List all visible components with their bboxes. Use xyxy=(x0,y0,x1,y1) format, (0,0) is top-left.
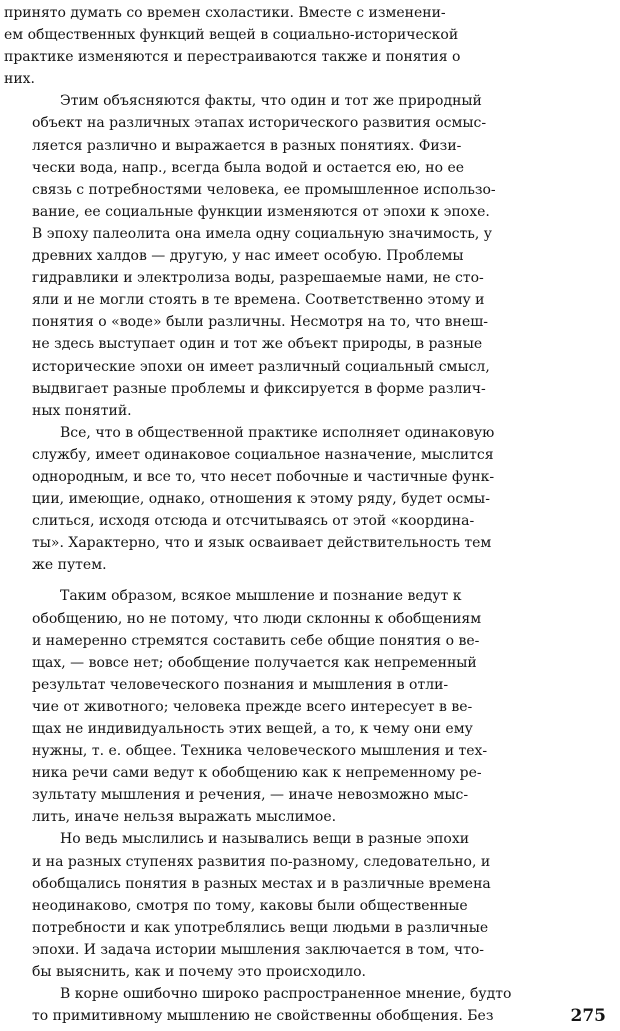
text-line: яли и не могли стоять в те времена. Соответственно этому и xyxy=(32,292,485,309)
text-line: службу, имеет одинаковое социальное назначение, мыслится xyxy=(32,446,494,463)
paragraph xyxy=(4,585,610,828)
text-line: однородным, и все то, что несет побочные и частичные функ- xyxy=(32,468,495,485)
text-line: древних халдов — другую, у нас имеет особую. Проблемы xyxy=(32,248,464,265)
paragraph xyxy=(4,983,610,1027)
text-line: щах, — вовсе нет; обобщение получается как непременный xyxy=(32,654,477,671)
paragraph-gap xyxy=(4,576,610,585)
text-line: принято думать со времен схоластики. Вместе с изменени- xyxy=(4,5,446,21)
text-line: В эпоху палеолита она имела одну социальную значимость, у xyxy=(32,225,493,242)
text-line: ляется различно и выражается в разных понятиях. Физи- xyxy=(32,137,462,154)
text-line: Но ведь мыслились и назывались вещи в разные эпохи xyxy=(60,831,470,848)
text-line: результат человеческого познания и мышления в отли- xyxy=(32,676,449,693)
text-line: ных понятий. xyxy=(32,402,132,419)
text-line: связь с потребностями человека, ее промышленное использо- xyxy=(32,181,496,198)
text-line: ника речи сами ведут к обобщению как к непременному ре- xyxy=(32,765,482,782)
text-line: слиться, исходя отсюда и отсчитываясь от этой «координа- xyxy=(32,513,475,530)
text-line: В корне ошибочно широко распространенное мнение, будто xyxy=(60,986,512,1003)
text-line: Этим объясняются факты, что один и тот же природный xyxy=(60,93,482,110)
text-line: же путем. xyxy=(32,557,107,574)
text-line: исторические эпохи он имеет различный социальный смысл, xyxy=(32,358,490,375)
text-line: то примитивному мышлению не свойственны обобщения. Без xyxy=(32,1008,494,1025)
text-line: обобщению, но не потому, что люди склонны к обобщениям xyxy=(32,610,482,627)
text-line: практике изменяются и перестраиваются также и понятия о xyxy=(4,49,461,66)
text-line: нужны, т. е. общее. Техника человеческого мышления и тех- xyxy=(32,743,488,760)
text-line: ции, имеющие, однако, отношения к этому ряду, будет осмы- xyxy=(32,491,490,508)
text-line: потребности и как употреблялись вещи людьми в различные xyxy=(32,919,489,936)
paragraph xyxy=(4,2,610,90)
text-line: Все, что в общественной практике исполняет одинаковую xyxy=(60,424,495,441)
text-line: понятия о «воде» были различны. Несмотря на то, что внеш- xyxy=(32,314,488,331)
text-line: эпохи. И задача истории мышления заключается в том, что- xyxy=(32,941,485,958)
text-line: гидравлики и электролиза воды, разрешаемые нами, не сто- xyxy=(32,270,484,287)
text-line: и на разных ступенях развития по-разному, следовательно, и xyxy=(32,853,491,870)
page-number: 275 xyxy=(570,1005,606,1026)
text-line: объект на различных этапах исторического развития осмыс- xyxy=(32,115,487,132)
text-line: зультату мышления и речения, — иначе невозможно мыс- xyxy=(32,787,469,804)
text-line: лить, иначе нельзя выражать мыслимое. xyxy=(32,809,337,826)
paragraph xyxy=(4,828,610,983)
text-line: бы выяснить, как и почему это происходило. xyxy=(32,964,367,981)
text-line: чие от животного; человека прежде всего интересует в ве- xyxy=(32,698,473,715)
page-text xyxy=(4,2,610,1027)
text-line: чески вода, напр., всегда была водой и остается ею, но ее xyxy=(32,159,465,176)
text-line: обобщались понятия в разных местах и в различные времена xyxy=(32,875,491,892)
text-line: щах не индивидуальность этих вещей, а то, к чему они ему xyxy=(32,721,473,737)
text-line: вание, ее социальные функции изменяются от эпохи к эпохе. xyxy=(32,203,490,220)
text-line: ем общественных функций вещей в социально-исторической xyxy=(4,27,459,44)
text-line: них. xyxy=(4,71,36,88)
text-line: не здесь выступает один и тот же объект природы, в разные xyxy=(32,336,483,353)
paragraph xyxy=(4,422,610,577)
text-line: Таким образом, всякое мышление и познание ведут к xyxy=(60,588,462,605)
text-line: ты». Характерно, что и язык осваивает действительность тем xyxy=(32,535,492,552)
text-line: выдвигает разные проблемы и фиксируется в форме различ- xyxy=(32,380,486,397)
text-line: неодинаково, смотря по тому, каковы были общественные xyxy=(32,897,468,914)
text-line: и намеренно стремятся составить себе общие понятия о ве- xyxy=(32,632,480,649)
paragraph xyxy=(4,90,610,421)
